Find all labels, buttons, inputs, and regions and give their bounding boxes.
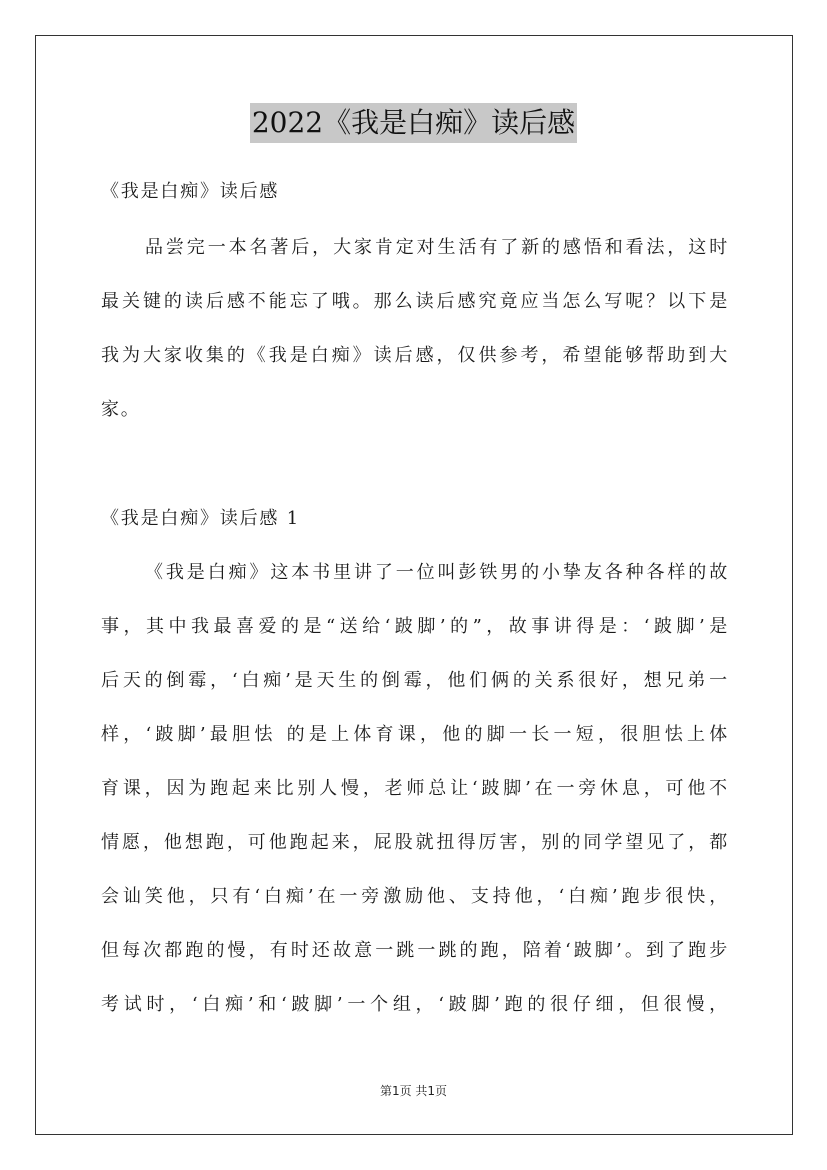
body-line: 后天的倒霉，‘白痴’是天生的倒霉，他们俩的关系很好，想兄弟一: [101, 670, 729, 691]
body-paragraph: [101, 546, 729, 1032]
page-footer: [0, 1082, 827, 1099]
document-title: [0, 103, 827, 147]
intro-line: 品尝完一本名著后，大家肯定对生活有了新的感悟和看法，这时: [145, 237, 729, 258]
intro-paragraph: [101, 221, 729, 437]
body-line: 事，其中我最喜爱的是“送给‘跛脚’的”，故事讲得是：‘跛脚’是: [101, 616, 729, 637]
intro-line: 家。: [101, 399, 141, 420]
body-line: 《我是白痴》这本书里讲了一位叫彭铁男的小挚友各种各样的故: [145, 562, 729, 583]
body-line: 情愿，他想跑，可他跑起来，屁股就扭得厉害，别的同学望见了，都: [101, 832, 729, 853]
section-heading-block: [101, 492, 729, 546]
intro-line: 最关键的读后感不能忘了哦。那么读后感究竟应当怎么写呢？以下是: [101, 291, 729, 312]
body-line: 但每次都跑的慢，有时还故意一跳一跳的跑，陪着‘跛脚’。到了跑步: [101, 940, 729, 961]
body-line: 育课，因为跑起来比别人慢，老师总让‘跛脚’在一旁休息，可他不: [101, 778, 729, 799]
document-subtitle-block: [101, 165, 729, 219]
page-number: 第1页 共1页: [379, 1084, 448, 1098]
section-heading: 《我是白痴》读后感 1: [101, 508, 300, 529]
document-title-text: 2022《我是白痴》读后感: [250, 103, 577, 143]
intro-line: 我为大家收集的《我是白痴》读后感，仅供参考，希望能够帮助到大: [101, 345, 729, 366]
body-line: 样，‘跛脚’最胆怯 的是上体育课，他的脚一长一短，很胆怯上体: [101, 724, 729, 745]
body-line: 会讪笑他，只有‘白痴’在一旁激励他、支持他，‘白痴’跑步很快，: [101, 886, 729, 907]
document-subtitle: 《我是白痴》读后感: [101, 181, 280, 202]
body-line: 考试时，‘白痴’和‘跛脚’一个组，‘跛脚’跑的很仔细，但很慢，: [101, 994, 729, 1015]
